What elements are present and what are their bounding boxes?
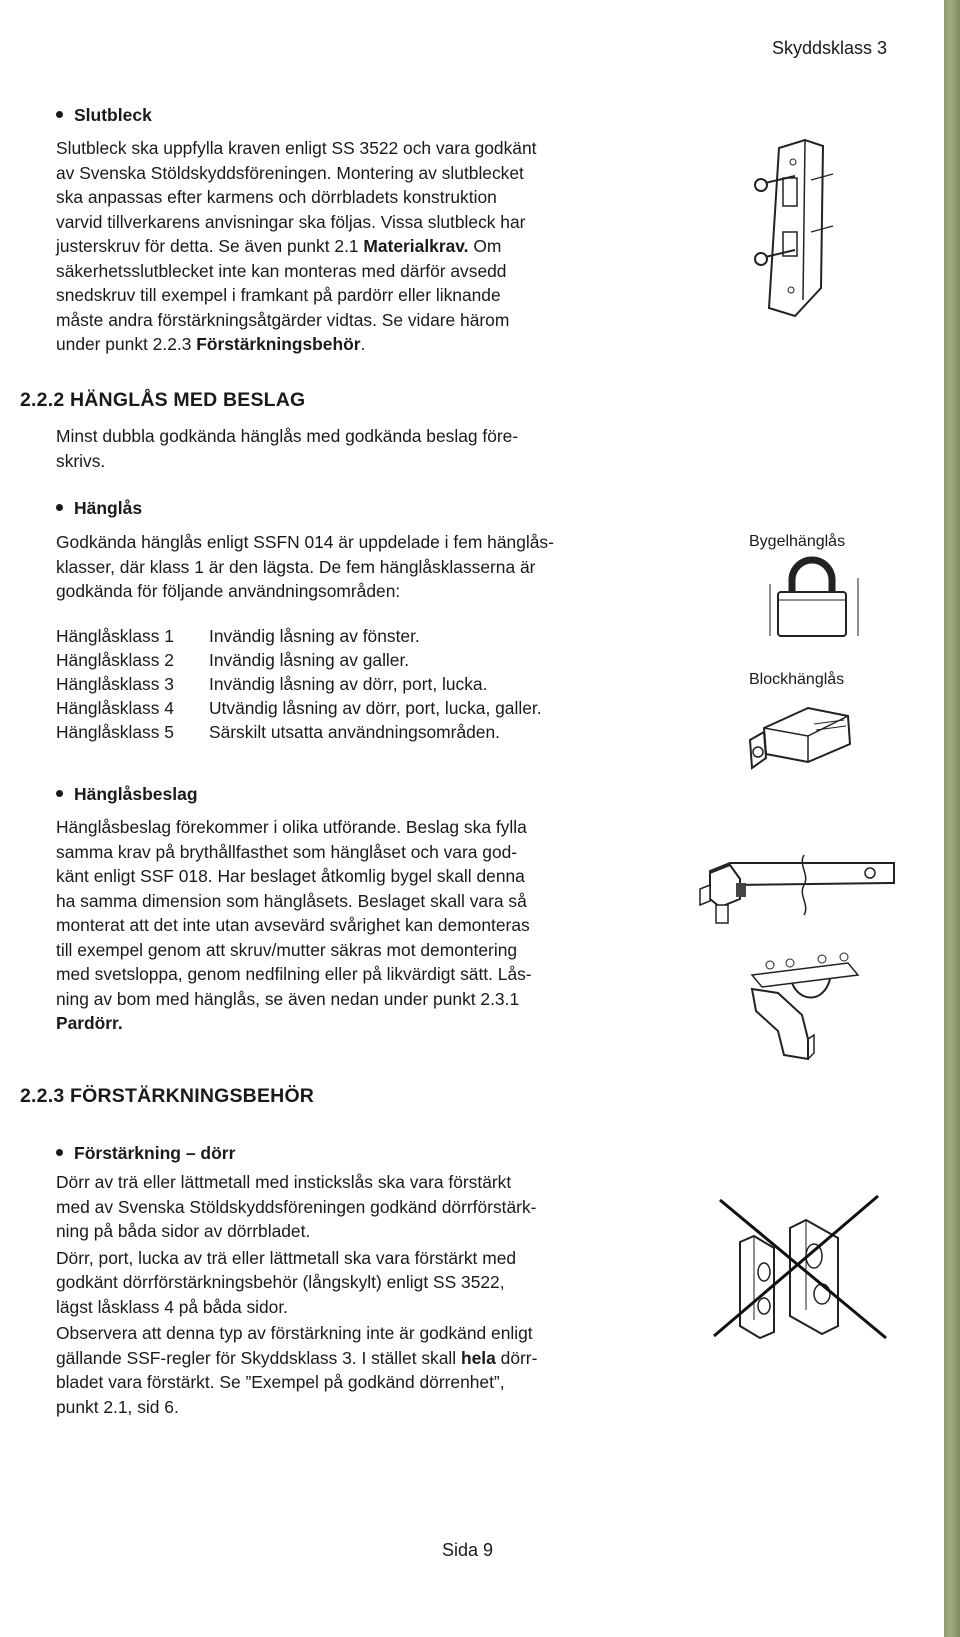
text-line: med svetsloppa, genom nedfilning eller på likvärdigt sätt. Lås-	[56, 964, 532, 984]
class-use: Särskilt utsatta användningsområden.	[209, 722, 500, 742]
text-line: lägst låsklass 4 på båda sidor.	[56, 1296, 289, 1317]
text-line: klasser, där klass 1 är den lägsta. De fem hänglåsklasserna är	[56, 556, 536, 577]
text-line: bladet vara förstärkt. Se ”Exempel på godkänd dörrenhet”,	[56, 1372, 505, 1392]
class-name: Hänglåsklass 5	[56, 722, 174, 742]
forstarkning-paragraphs	[56, 1170, 666, 1419]
strike-plate-illustration	[755, 140, 845, 320]
text-line	[56, 332, 656, 357]
header-section-title: Skyddsklass 3	[772, 38, 888, 58]
class-row	[56, 698, 542, 722]
text-line: till exempel genom att skruv/mutter säkras mot demontering	[56, 939, 518, 960]
text-line: Hänglåsbeslag förekommer i olika utförande. Beslag ska fylla	[56, 817, 527, 837]
text-line: ska anpassas efter karmens och dörrbladets konstruktion	[56, 187, 497, 207]
text-line: Dörr av trä eller lättmetall med instickslås ska vara förstärkt	[56, 1172, 512, 1192]
text-line: säkerhetsslutblecket inte kan monteras med därför avsedd	[56, 260, 507, 281]
text-line: punkt 2.1, sid 6.	[56, 1396, 179, 1417]
text-fragment: justerskruv för detta. Se även punkt 2.1	[56, 236, 359, 256]
text-fragment: dörr-	[500, 1347, 538, 1368]
heading-2-2-2: 2.2.2 HÄNGLÅS MED BESLAG	[20, 389, 306, 411]
text-line: Observera att denna typ av förstärkning inte är godkänd enligt	[56, 1323, 533, 1343]
text-line: ning på båda sidor av dörrbladet.	[56, 1221, 311, 1241]
text-line: ha samma dimension som hänglåsets. Beslaget skall vara så	[56, 890, 527, 911]
hasp-illustration	[700, 855, 900, 925]
bullet-slutbleck-label: Slutbleck	[74, 105, 152, 125]
page-edge-strip	[944, 0, 960, 1637]
hanglas-paragraph	[56, 530, 656, 604]
bullet-hanglasbeslag-label: Hänglåsbeslag	[74, 784, 198, 804]
bullet-dot	[56, 1149, 63, 1156]
text-line: skrivs.	[56, 450, 106, 471]
text-line: Godkända hänglås enligt SSFN 014 är uppdelade i fem hänglås-	[56, 532, 554, 552]
text-line	[56, 234, 656, 259]
text-line: Minst dubbla godkända hänglås med godkända beslag före-	[56, 426, 519, 446]
text-fragment: .	[360, 334, 366, 354]
text-line: av Svenska Stöldskyddsföreningen. Montering av slutblecket	[56, 162, 524, 183]
bullet-forstarkning-dorr-label: Förstärkning – dörr	[74, 1143, 236, 1163]
text-line: godkända för följande användningsområden:	[56, 581, 401, 601]
class-row	[56, 674, 542, 698]
text-line: monterat att det inte utan avsevärd svårighet kan demonteras	[56, 915, 530, 935]
crossed-out-reinforcement-illustration	[710, 1190, 890, 1340]
text-line: känt enligt SSF 018. Har beslaget åtkomlig bygel skall denna	[56, 866, 525, 886]
text-line: Dörr, port, lucka av trä eller lättmetall ska vara förstärkt med	[56, 1247, 517, 1268]
class-name: Hänglåsklass 4	[56, 698, 174, 718]
text-line	[56, 1346, 666, 1371]
class-name: Hänglåsklass 2	[56, 650, 174, 670]
class-row	[56, 722, 542, 746]
class-name: Hänglåsklass 3	[56, 674, 174, 694]
text-fragment: Om	[473, 236, 502, 256]
ref-forstarkningsbehor: Förstärkningsbehör	[196, 334, 361, 354]
text-line: ning av bom med hänglås, se även nedan under punkt 2.3.1	[56, 988, 520, 1009]
bullet-slutbleck	[56, 103, 152, 127]
beslag-paragraph	[56, 815, 656, 1036]
text-line: Slutbleck ska uppfylla kraven enligt SS 3522 och vara godkänt	[56, 138, 537, 158]
bullet-dot	[56, 111, 63, 118]
section-222-intro	[56, 424, 656, 473]
class-row	[56, 626, 542, 650]
text-line	[56, 1011, 656, 1036]
heading-2-2-3: 2.2.3 FÖRSTÄRKNINGSBEHÖR	[20, 1085, 315, 1107]
bullet-forstarkning-dorr	[56, 1141, 235, 1165]
text-line: med av Svenska Stöldskyddsföreningen godkänd dörrförstärk-	[56, 1196, 537, 1217]
text-line: snedskruv till exempel i framkant på pardörr eller liknande	[56, 285, 501, 305]
bullet-dot	[56, 504, 63, 511]
text-line: varvid tillverkarens anvisningar ska följas. Vissa slutbleck har	[56, 211, 526, 232]
class-name: Hänglåsklass 1	[56, 626, 174, 646]
bullet-hanglasbeslag	[56, 782, 198, 806]
class-use: Invändig låsning av galler.	[209, 650, 410, 670]
bullet-hanglas-label: Hänglås	[74, 498, 143, 518]
class-use: Utvändig låsning av dörr, port, lucka, galler.	[209, 698, 542, 718]
text-fragment: under punkt 2.2.3	[56, 334, 192, 354]
class-use: Invändig låsning av fönster.	[209, 626, 420, 646]
emphasis-hela: hela	[461, 1347, 496, 1368]
footer-page-label: Sida 9	[442, 1540, 494, 1560]
padlock-illustration	[770, 558, 870, 640]
caption-blockhanglas: Blockhänglås	[749, 671, 845, 688]
ref-pardorr: Pardörr.	[56, 1013, 123, 1033]
bracket-illustration	[748, 955, 878, 1065]
text-line: måste andra förstärkningsåtgärder vidtas. Se vidare härom	[56, 309, 510, 330]
ref-materialkrav: Materialkrav.	[363, 236, 469, 256]
text-line: samma krav på brythållfasthet som hänglåset och vara god-	[56, 841, 518, 862]
class-row	[56, 650, 542, 674]
text-line: godkänt dörrförstärkningsbehör (långskylt) enligt SS 3522,	[56, 1272, 505, 1292]
class-use: Invändig låsning av dörr, port, lucka.	[209, 674, 488, 694]
block-padlock-illustration	[748, 700, 858, 780]
bullet-hanglas	[56, 496, 142, 520]
bullet-dot	[56, 790, 63, 797]
text-fragment: gällande SSF-regler för Skyddsklass 3. I stället skall	[56, 1347, 457, 1368]
slutbleck-paragraph	[56, 136, 656, 357]
hanglas-class-table	[56, 626, 542, 746]
caption-bygelhanglas: Bygelhänglås	[749, 533, 846, 550]
